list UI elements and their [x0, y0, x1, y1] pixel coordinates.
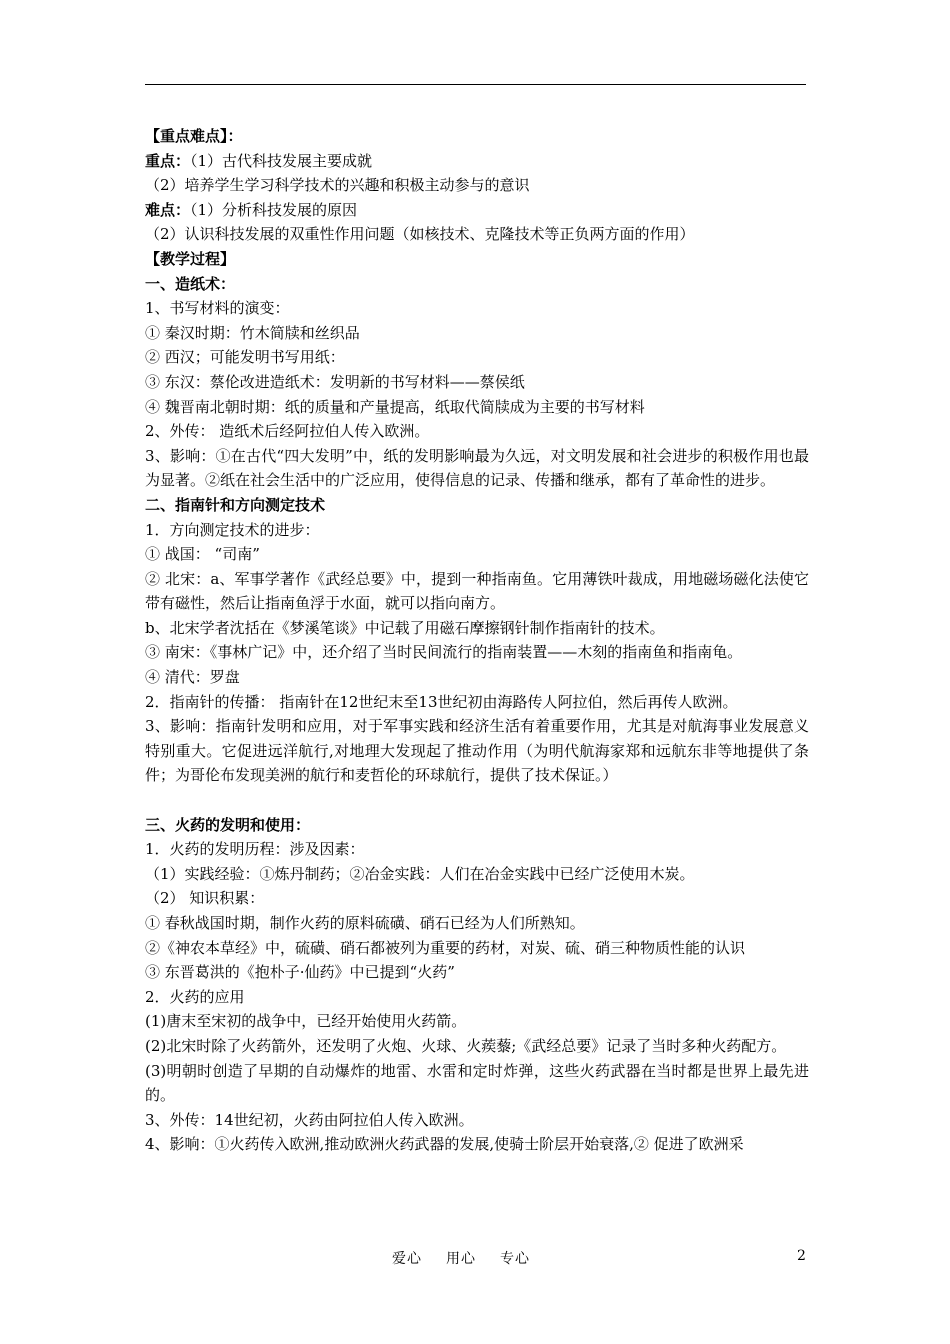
line-text: ④ 清代：罗盘	[145, 668, 240, 687]
line-text: （1）古代科技发展主要成就	[190, 151, 373, 170]
line-text: ① 战国： “司南”	[145, 545, 260, 564]
line-text: 2、外传： 造纸术后经阿拉伯人传入欧洲。	[145, 422, 430, 441]
footer-motto	[392, 1248, 554, 1268]
line-text: ③ 南宋：《事林广记》中，还介绍了当时民间流行的指南装置——木刻的指南鱼和指南龟。	[145, 643, 743, 662]
line-text: 3、影响：①在古代“四大发明”中，纸的发明影响最为久远，对文明发展和社会进步的积极作用也最为显著。②纸在社会生活中的广泛应用，使得信息的记录、传播和继承，都有了革命性的进步。	[145, 446, 809, 490]
line-text: ③ 东汉：蔡伦改进造纸术：发明新的书写材料——蔡侯纸	[145, 372, 525, 391]
text-line	[145, 1132, 809, 1157]
page-number: 2	[797, 1248, 806, 1264]
text-line	[145, 813, 809, 838]
text-line	[145, 886, 809, 911]
text-line	[145, 272, 809, 297]
bold-heading: 【教学过程】	[145, 249, 236, 268]
line-text: 2．火药的应用	[145, 987, 245, 1006]
text-line	[145, 911, 809, 936]
text-line	[145, 862, 809, 887]
line-text: ① 秦汉时期：竹木简牍和丝织品	[145, 323, 360, 342]
text-line	[145, 296, 809, 321]
line-text: （2） 知识积累：	[145, 889, 265, 908]
text-line	[145, 345, 809, 370]
text-line	[145, 149, 809, 174]
line-text: 2．指南针的传播： 指南针在12世纪末至13世纪初由海路传人阿拉伯，然后再传人欧洲。	[145, 692, 738, 711]
text-line	[145, 198, 809, 223]
text-line	[145, 985, 809, 1010]
text-line	[145, 936, 809, 961]
line-text: (3)明朝时创造了早期的自动爆炸的地雷、水雷和定时炸弹，这些火药武器在当时都是世界上最先进的。	[145, 1061, 809, 1105]
text-line	[145, 567, 809, 616]
line-text: （1）分析科技发展的原因	[190, 200, 358, 219]
line-text: ③ 东晋葛洪的《抱朴子·仙药》中已提到“火药”	[145, 963, 455, 982]
bold-heading: 【重点难点】：	[145, 127, 243, 145]
line-text: （2）认识科技发展的双重性作用问题（如核技术、克隆技术等正负两方面的作用）	[145, 225, 695, 244]
line-text: (2)北宋时除了火药箭外，还发明了火炮、火球、火蒺藜;《武经总要》记录了当时多种火药配方。	[145, 1036, 787, 1055]
text-line	[145, 395, 809, 420]
text-line	[145, 665, 809, 690]
text-line	[145, 1034, 809, 1059]
text-line	[145, 173, 809, 198]
text-line	[145, 1108, 809, 1133]
line-text: 1、书写材料的演变：	[145, 299, 290, 318]
bold-heading: 三、火药的发明和使用：	[145, 815, 311, 834]
line-text: b、北宋学者沈括在《梦溪笔谈》中记载了用磁石摩擦钢针制作指南针的技术。	[145, 618, 665, 637]
line-text: 3、外传：14世纪初，火药由阿拉伯人传入欧洲。	[145, 1110, 474, 1129]
line-text: ② 北宋：a、军事学著作《武经总要》中，提到一种指南鱼。它用薄铁叶裁成，用地磁场磁化法使它带有磁性，然后让指南鱼浮于水面，就可以指向南方。	[145, 569, 809, 613]
line-text: ④ 魏晋南北朝时期：纸的质量和产量提高，纸取代简牍成为主要的书写材料	[145, 397, 645, 416]
text-line	[145, 518, 809, 543]
text-line	[145, 1059, 809, 1108]
line-text: 3、影响：指南针发明和应用，对于军事实践和经济生活有着重要作用，尤其是对航海事业发展意义特别重大。它促进远洋航行,对地理大发现起了推动作用（为明代航海家郑和远航东非等地提供了条件；为哥伦布发现美洲的航行和麦哲伦的环球航行，提供了技术保证。）	[145, 717, 809, 785]
document-body	[145, 124, 809, 1157]
line-text: 4、影响：①火药传入欧洲,推动欧洲火药武器的发展,使骑士阶层开始衰落,② 促进了欧洲采	[145, 1135, 744, 1154]
blank-line	[145, 788, 809, 813]
bold-heading: 重点：	[145, 151, 191, 170]
line-text: ② 西汉；可能发明书写用纸：	[145, 348, 345, 367]
text-line	[145, 640, 809, 665]
text-line	[145, 493, 809, 518]
line-text: (1)唐末至宋初的战争中，已经开始使用火药箭。	[145, 1012, 467, 1031]
header-rule	[145, 84, 806, 85]
text-line	[145, 247, 809, 272]
text-line	[145, 419, 809, 444]
text-line	[145, 124, 809, 149]
line-text: ① 春秋战国时期，制作火药的原料硫磺、硝石已经为人们所熟知。	[145, 914, 585, 932]
bold-heading: 难点：	[145, 200, 191, 219]
line-text: （1）实践经验：①炼丹制药；②冶金实践：人们在冶金实践中已经广泛使用木炭。	[145, 864, 695, 883]
text-line	[145, 690, 809, 715]
text-line	[145, 321, 809, 346]
text-line	[145, 616, 809, 641]
line-text: ②《神农本草经》中，硫磺、硝石都被列为重要的药材，对炭、硫、硝三种物质性能的认识	[145, 938, 746, 957]
line-text: 1．方向测定技术的进步：	[145, 520, 320, 539]
text-line	[145, 714, 809, 788]
text-line	[145, 444, 809, 493]
footer-word-3: 专心	[500, 1251, 530, 1267]
text-line	[145, 960, 809, 985]
footer-word-2: 用心	[446, 1251, 476, 1267]
text-line	[145, 1009, 809, 1034]
text-line	[145, 222, 809, 247]
bold-heading: 二、指南针和方向测定技术	[145, 495, 326, 514]
line-text: 1．火药的发明历程：涉及因素：	[145, 840, 365, 859]
text-line	[145, 370, 809, 395]
bold-heading: 一、造纸术：	[145, 274, 236, 293]
text-line	[145, 837, 809, 862]
footer-word-1: 爱心	[392, 1251, 422, 1267]
text-line	[145, 542, 809, 567]
line-text: （2）培养学生学习科学技术的兴趣和积极主动参与的意识	[145, 176, 530, 195]
